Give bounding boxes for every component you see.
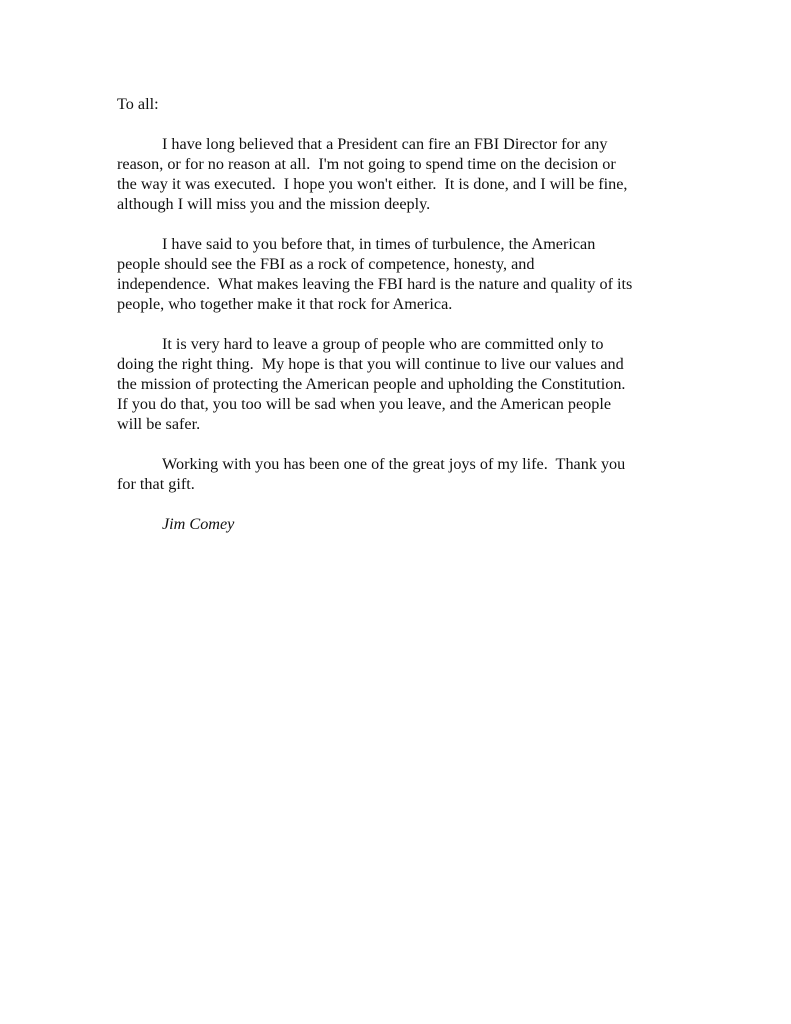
paragraph-line: doing the right thing. My hope is that you will continue to live our values and	[117, 355, 624, 373]
paragraph-line: the way it was executed. I hope you won't either. It is done, and I will be fine,	[117, 175, 628, 193]
paragraph-2	[117, 234, 682, 314]
paragraph-line: Working with you has been one of the great joys of my life. Thank you	[162, 455, 626, 473]
paragraph-1	[117, 134, 682, 214]
paragraph-line: the mission of protecting the American people and upholding the Constitution.	[117, 375, 626, 393]
paragraph-line: reason, or for no reason at all. I'm not going to spend time on the decision or	[117, 155, 616, 173]
paragraph-line: independence. What makes leaving the FBI hard is the nature and quality of its	[117, 275, 633, 293]
paragraph-line: will be safer.	[117, 415, 201, 433]
paragraph-line: people should see the FBI as a rock of competence, honesty, and	[117, 255, 535, 273]
paragraph-4	[117, 454, 682, 494]
paragraph-line: I have said to you before that, in times of turbulence, the American	[162, 235, 596, 253]
salutation: To all:	[117, 95, 159, 113]
paragraph-line: It is very hard to leave a group of people who are committed only to	[162, 335, 604, 353]
paragraph-line: although I will miss you and the mission deeply.	[117, 195, 431, 213]
signature: Jim Comey	[162, 515, 235, 533]
letter-body	[117, 94, 682, 534]
paragraph-line: If you do that, you too will be sad when you leave, and the American people	[117, 395, 612, 413]
paragraph-line: I have long believed that a President can fire an FBI Director for any	[162, 135, 608, 153]
paragraph-line: for that gift.	[117, 475, 195, 493]
paragraph-line: people, who together make it that rock for America.	[117, 295, 453, 313]
paragraph-3	[117, 334, 682, 434]
